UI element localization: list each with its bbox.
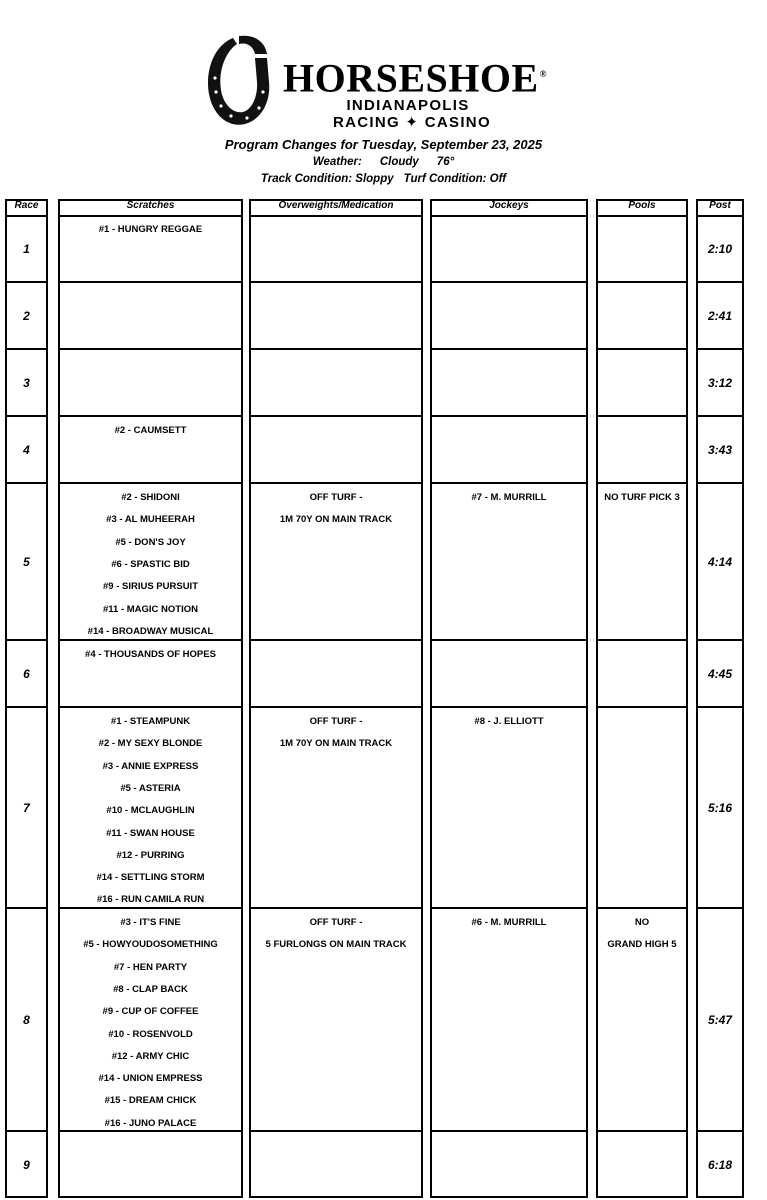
scratches-entry: #16 - RUN CAMILA RUN	[96, 894, 205, 906]
race-number: 2	[23, 308, 30, 323]
row-divider	[696, 281, 744, 283]
scratches-entry: #3 - IT'S FINE	[120, 917, 181, 928]
row-divider	[249, 907, 423, 909]
race-number: 4	[23, 442, 30, 457]
track-label: Track Condition:	[260, 173, 353, 185]
row-divider	[596, 907, 688, 909]
overweights-entry: OFF TURF -	[309, 917, 363, 928]
row-divider	[696, 639, 744, 641]
race-number: 5	[23, 554, 30, 569]
scratches-entry: #4 - THOUSANDS OF HOPES	[85, 649, 216, 660]
post-time: 4:14	[707, 554, 733, 569]
row-divider	[249, 706, 423, 708]
row-divider	[596, 1130, 688, 1132]
post-time: 6:18	[707, 1157, 733, 1172]
scratches-entry: #12 - ARMY CHIC	[111, 1050, 190, 1062]
scratches-entry: #11 - MAGIC NOTION	[102, 603, 198, 615]
row-divider	[5, 482, 48, 484]
post-time: 5:47	[707, 1012, 733, 1027]
brand-subtitle-2: RACING ✦ CASINO	[333, 114, 491, 131]
row-divider	[58, 907, 243, 909]
column-header-race: Race	[5, 199, 48, 217]
row-divider	[58, 415, 243, 417]
overweights-entry: 1M 70Y ON MAIN TRACK	[279, 738, 393, 750]
pools-entry: GRAND HIGH 5	[607, 939, 677, 951]
row-divider	[5, 706, 48, 708]
column-header-pools: Pools	[596, 199, 688, 217]
brand-subtitle-1: INDIANAPOLIS	[346, 97, 470, 114]
row-divider	[5, 348, 48, 350]
scratches-entry: #16 - JUNO PALACE	[104, 1117, 197, 1129]
row-divider	[430, 482, 588, 484]
scratches-entry: #14 - UNION EMPRESS	[98, 1073, 203, 1085]
pools-entry: NO TURF PICK 3	[604, 492, 680, 503]
column-header-jockeys: Jockeys	[430, 199, 588, 217]
overweights-entry: OFF TURF -	[309, 716, 363, 727]
jockeys-entry: #6 - M. MURRILL	[471, 917, 547, 928]
row-divider	[430, 1130, 588, 1132]
scratches-entry: #2 - CAUMSETT	[114, 425, 187, 436]
row-divider	[249, 281, 423, 283]
track-value: Sloppy	[355, 173, 394, 185]
row-divider	[596, 348, 688, 350]
row-divider	[58, 706, 243, 708]
scratches-entry: #9 - CUP OF COFFEE	[102, 1006, 199, 1018]
row-divider	[430, 639, 588, 641]
scratches-entry: #7 - HEN PARTY	[113, 961, 188, 973]
scratches-entry: #5 - ASTERIA	[120, 782, 181, 794]
weather-value: Cloudy	[379, 156, 419, 168]
scratches-entry: #10 - MCLAUGHLIN	[106, 805, 195, 817]
brand-name: HORSESHOE®	[283, 55, 547, 101]
scratches-entry: #3 - AL MUHEERAH	[106, 514, 195, 526]
row-divider	[58, 281, 243, 283]
column-header-overweights: Overweights/Medication	[249, 199, 423, 217]
row-divider	[430, 706, 588, 708]
horseshoe-icon	[203, 32, 275, 132]
post-time: 4:45	[707, 666, 733, 681]
row-divider	[430, 281, 588, 283]
row-divider	[5, 639, 48, 641]
scratches-entry: #14 - BROADWAY MUSICAL	[87, 625, 214, 637]
row-divider	[5, 281, 48, 283]
page-title: Program Changes for Tuesday, September 23, 2025	[224, 137, 543, 152]
scratches-entry: #9 - SIRIUS PURSUIT	[102, 581, 199, 593]
jockeys-entry: #8 - J. ELLIOTT	[474, 716, 544, 727]
scratches-entry: #3 - ANNIE EXPRESS	[102, 760, 199, 772]
row-divider	[596, 281, 688, 283]
scratches-entry: #10 - ROSENVOLD	[108, 1028, 193, 1040]
pools-entry: NO	[634, 917, 650, 928]
weather-line	[0, 156, 767, 168]
scratches-entry: #14 - SETTLING STORM	[96, 872, 205, 884]
row-divider	[596, 639, 688, 641]
overweights-entry: 5 FURLONGS ON MAIN TRACK	[265, 939, 407, 951]
row-divider	[596, 482, 688, 484]
row-divider	[596, 706, 688, 708]
row-divider	[249, 482, 423, 484]
row-divider	[58, 1130, 243, 1132]
scratches-entry: #2 - SHIDONI	[121, 492, 180, 503]
row-divider	[5, 1130, 48, 1132]
post-time: 5:16	[707, 800, 733, 815]
weather-label: Weather:	[312, 156, 362, 168]
scratches-entry: #15 - DREAM CHICK	[104, 1095, 197, 1107]
jockeys-entry: #7 - M. MURRILL	[471, 492, 547, 503]
row-divider	[696, 907, 744, 909]
race-number: 7	[23, 800, 30, 815]
row-divider	[430, 907, 588, 909]
scratches-entry: #5 - HOWYOUDOSOMETHING	[83, 939, 218, 951]
scratches-entry: #12 - PURRING	[116, 849, 185, 861]
row-divider	[696, 1130, 744, 1132]
row-divider	[430, 415, 588, 417]
conditions-line	[0, 173, 767, 185]
post-time: 3:12	[707, 375, 733, 390]
row-divider	[596, 415, 688, 417]
scratches-entry: #2 - MY SEXY BLONDE	[98, 738, 203, 750]
row-divider	[58, 482, 243, 484]
row-divider	[696, 706, 744, 708]
post-time: 2:10	[707, 241, 733, 256]
scratches-entry: #8 - CLAP BACK	[113, 983, 188, 995]
scratches-entry: #11 - SWAN HOUSE	[106, 827, 195, 839]
race-number: 8	[23, 1012, 30, 1027]
row-divider	[5, 415, 48, 417]
row-divider	[58, 639, 243, 641]
race-number: 6	[23, 666, 30, 681]
turf-label: Turf Condition:	[403, 173, 487, 185]
column-header-post: Post	[696, 199, 744, 217]
row-divider	[249, 1130, 423, 1132]
temperature-value: 76°	[436, 156, 455, 168]
overweights-entry: 1M 70Y ON MAIN TRACK	[279, 514, 393, 526]
post-time: 3:43	[707, 442, 733, 457]
row-divider	[249, 415, 423, 417]
row-divider	[58, 348, 243, 350]
row-divider	[5, 907, 48, 909]
row-divider	[696, 348, 744, 350]
turf-value: Off	[489, 173, 507, 185]
row-divider	[430, 348, 588, 350]
row-divider	[696, 415, 744, 417]
post-time: 2:41	[707, 308, 733, 323]
scratches-entry: #1 - STEAMPUNK	[110, 716, 191, 727]
row-divider	[249, 348, 423, 350]
race-number: 3	[23, 375, 30, 390]
scratches-entry: #1 - HUNGRY REGGAE	[98, 224, 203, 235]
row-divider	[249, 639, 423, 641]
horseshoe-logo	[203, 32, 563, 132]
scratches-entry: #6 - SPASTIC BID	[111, 558, 190, 570]
column-header-scratches: Scratches	[58, 199, 243, 217]
overweights-entry: OFF TURF -	[309, 492, 363, 503]
race-number: 9	[23, 1157, 30, 1172]
page-header	[0, 0, 767, 195]
row-divider	[696, 482, 744, 484]
scratches-entry: #5 - DON'S JOY	[115, 536, 186, 548]
race-number: 1	[23, 241, 30, 256]
